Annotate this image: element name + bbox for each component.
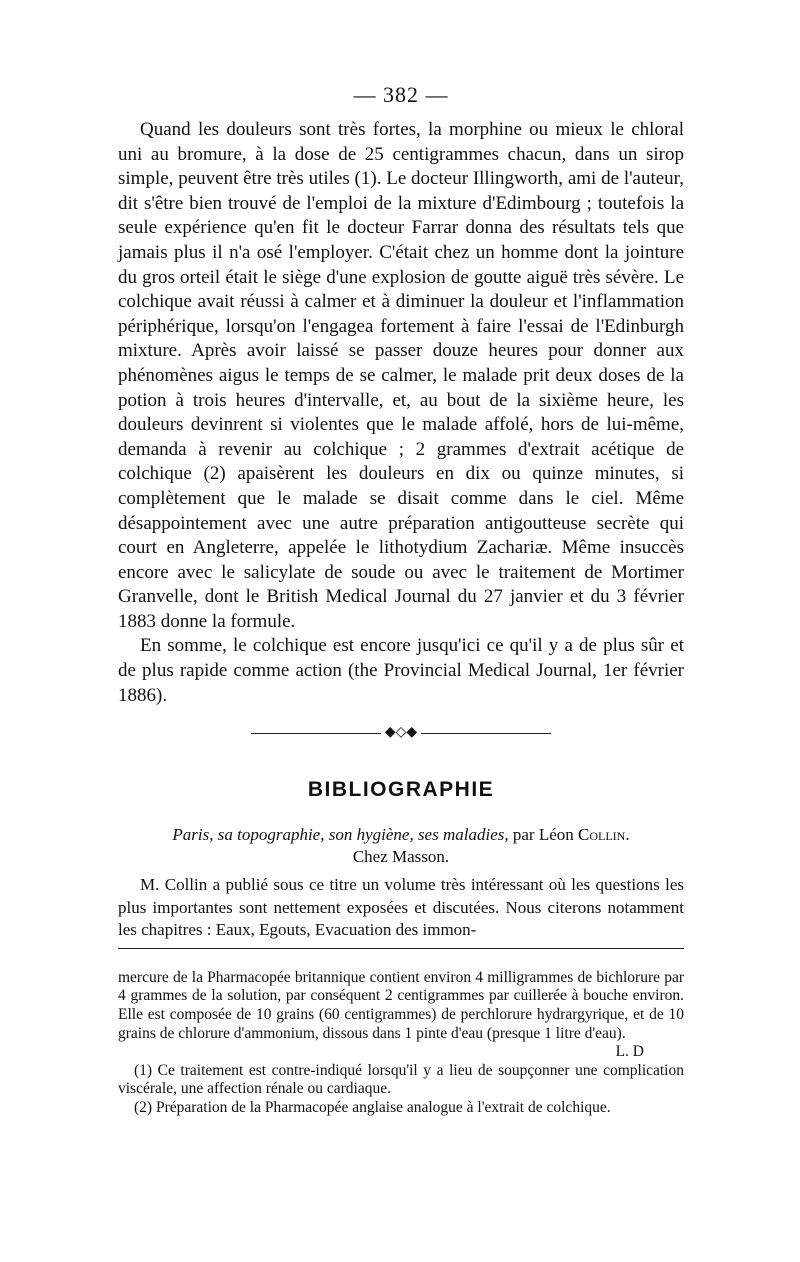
bibliography-entry [118, 824, 684, 868]
main-text [118, 118, 684, 708]
bibliography-citation [118, 824, 684, 846]
page-number: — 382 — [353, 82, 449, 107]
footnote-2: (2) Préparation de la Pharmacopée anglaise analogue à l'extrait de colchique. [134, 1098, 611, 1116]
note-signature: L. D [615, 1043, 644, 1061]
section-title: BIBLIOGRAPHIE [307, 778, 495, 802]
book-publisher: Chez Masson. [352, 847, 450, 867]
ornament-icon: ◆◇◆ [384, 725, 418, 741]
ornamental-divider [251, 726, 551, 740]
note-continuation: mercure de la Pharmacopée britannique contient environ 4 milligrammes de bichlorure par 4 grammes de la solution, par conséquent 2 centigrammes par cuillerée à bouche environ. Elle est composée de 10 grains (60 centigrammes) de perchlorure hydrargyrique, et de 10 grains de chlorure d'ammonium, dissous dans 1 pinte d'eau (presque 1 litre d'eau). [118, 968, 684, 1042]
bibliography-text [118, 874, 684, 942]
divider-line-right [421, 733, 551, 734]
bibliography-paragraph: M. Collin a publié sous ce titre un volume très intéressant où les questions les plus importantes sont nettement exposées et discutées. Nous citerons notamment les chapitres : Eaux, Egouts, Evacuation des immon- [118, 875, 684, 940]
divider-line-left [251, 733, 381, 734]
book-title: Paris, sa topographie, son hygiène, ses maladies, [172, 825, 509, 845]
book-by: par Léon [508, 825, 578, 845]
footnote-1: (1) Ce traitement est contre-indiqué lorsqu'il y a lieu de soupçonner une complication viscérale, une affection rénale ou cardiaque. [118, 1061, 684, 1098]
book-author: Collin. [578, 825, 630, 845]
footnotes [118, 969, 684, 1118]
footnote-separator [118, 948, 684, 949]
document-page [118, 82, 684, 1118]
paragraph-2: En somme, le colchique est encore jusqu'ici ce qu'il y a de plus sûr et de plus rapide comme action (the Provincial Medical Journal, 1er février 1886). [118, 635, 684, 706]
paragraph-1: Quand les douleurs sont très fortes, la morphine ou mieux le chloral uni au bromure, à la dose de 25 centigrammes chacun, dans un sirop simple, peuvent être très utiles (1). Le docteur Illingworth, ami de l'auteur, dit s'être bien trouvé de l'emploi de la mixture d'Edimbourg ; toutefois la seule expérience qu'en fit le docteur Farrar donna des résultats tels que jamais plus il n'a osé l'employer. C'était chez un homme dont la jointure du gros orteil était le siège d'une explosion de goutte aiguë très sévère. Le colchique avait réussi à calmer et à diminuer la douleur et l'inflammation périphérique, lorsqu'on l'engagea fortement à faire l'essai de l'Edinburgh mixture. Après avoir laissé se passer douze heures pour donner aux phénomènes aigus le temps de se calmer, le malade prit deux doses de la potion à trois heures d'intervalle, et, au bout de la sixième heure, les douleurs devinrent si violentes que le malade affolé, hors de lui-même, demanda à revenir au colchique ; 2 grammes d'extrait acétique de colchique (2) apaisèrent les douleurs en dix ou quinze minutes, si complètement que le malade se disait comme dans le ciel. Même désappointement avec une autre préparation antigoutteuse secrète qui court en Angleterre, appelée le lithotydium Zachariæ. Même insuccès encore avec le salicylate de soude ou avec le traitement de Mortimer Granvelle, dont le British Medical Journal du 27 janvier et du 3 février 1883 donne la formule. [118, 119, 684, 632]
